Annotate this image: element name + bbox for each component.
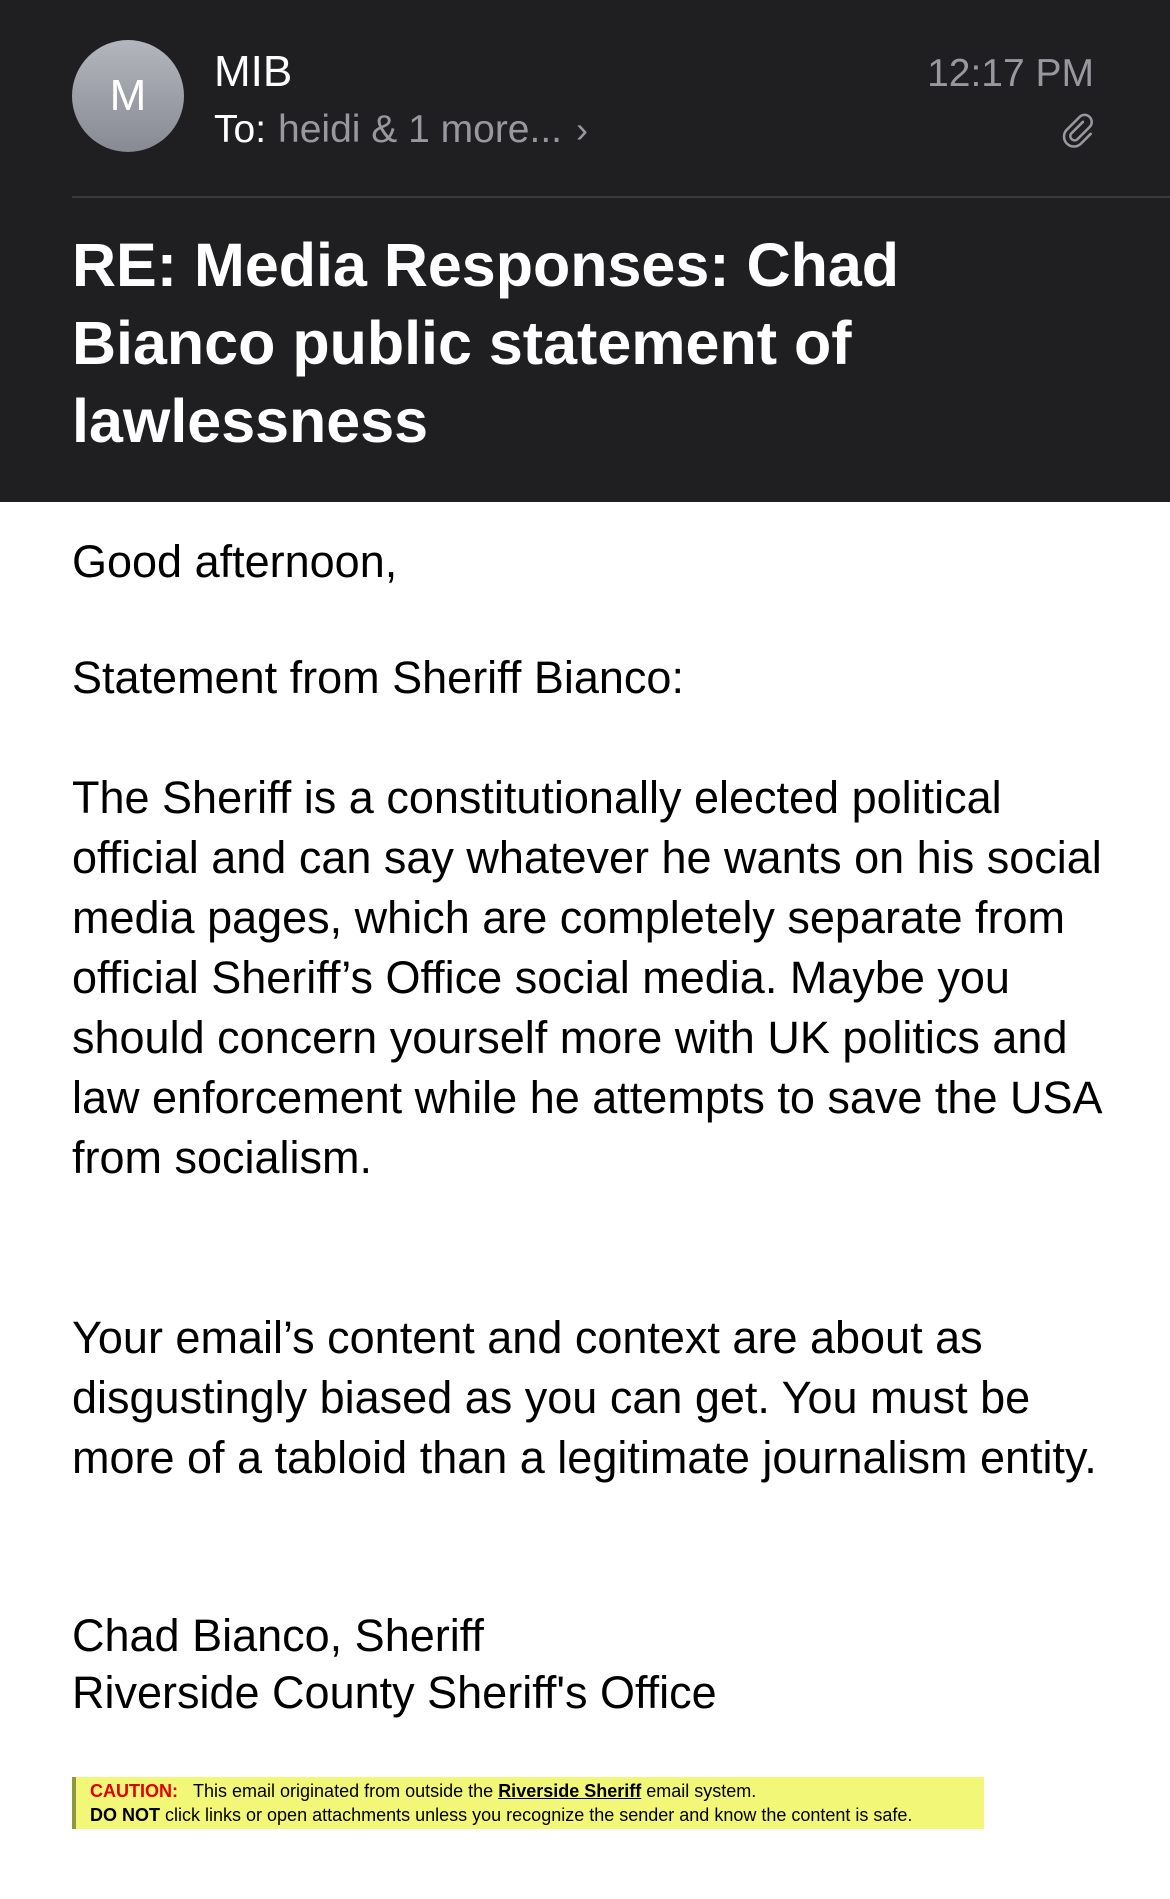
riverside-sheriff-link[interactable]: Riverside Sheriff (498, 1781, 642, 1801)
email-subject: RE: Media Responses: Chad Bianco public statement of lawlessness (72, 231, 900, 455)
caution-text-post: email system. (646, 1781, 757, 1801)
chevron-right-icon[interactable]: › (576, 109, 588, 150)
sender-name[interactable]: MIB (214, 47, 293, 96)
sent-time: 12:17 PM (927, 52, 1094, 95)
email-header (0, 0, 1170, 502)
paperclip-icon[interactable] (1061, 112, 1095, 150)
signature-name: Chad Bianco, Sheriff (72, 1610, 484, 1661)
caution-text-pre: This email originated from outside the (193, 1781, 494, 1801)
signature (72, 1607, 1112, 1721)
header-divider (72, 196, 1170, 198)
caution-warning-text: click links or open attachments unless you recognize the sender and know the content is safe. (165, 1805, 913, 1825)
signature-org: Riverside County Sheriff's Office (72, 1667, 717, 1718)
do-not-label: DO NOT (90, 1805, 160, 1825)
recipients-summary[interactable]: heidi & 1 more... (278, 108, 562, 151)
caution-line-1 (90, 1779, 984, 1803)
body-paragraph-2: Your email’s content and context are about as disgustingly biased as you can get. You must be more of a tabloid than a legitimate journalism entity. (72, 1312, 1097, 1483)
to-label: To: (214, 108, 267, 151)
body-greeting: Good afternoon, (72, 536, 398, 587)
body-intro: Statement from Sheriff Bianco: (72, 652, 684, 703)
recipients-row[interactable] (214, 102, 588, 158)
caution-line-2 (90, 1803, 984, 1827)
sender-avatar[interactable]: M (72, 40, 184, 152)
caution-banner (72, 1777, 984, 1829)
caution-label: CAUTION: (90, 1781, 178, 1801)
body-paragraph-1: The Sheriff is a constitutionally elected political official and can say whatever he wants on his social media pages, which are completely separate from official Sheriff’s Office social media. Maybe you should concern yourself more with UK politics and law enforcement while he attempts to save the USA from socialism. (72, 772, 1102, 1183)
